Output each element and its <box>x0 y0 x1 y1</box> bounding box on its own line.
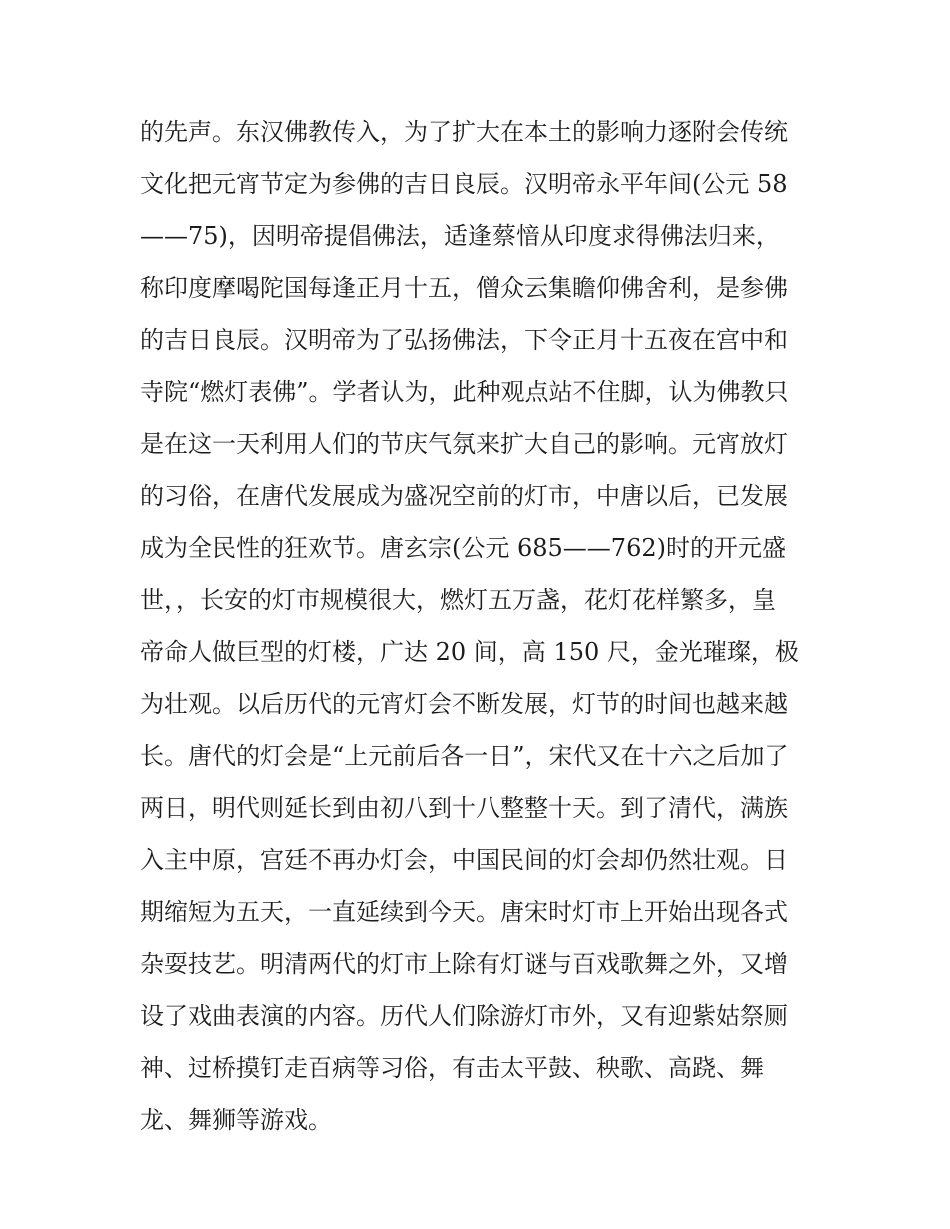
text-line: 龙、舞狮等游戏。 <box>140 1106 332 1134</box>
text-line: 称印度摩喝陀国每逢正月十五，僧众云集瞻仰佛舍利，是参佛 <box>140 274 788 302</box>
text-line: 的习俗，在唐代发展成为盛况空前的灯市，中唐以后，已发展 <box>140 482 788 510</box>
text-line: 杂耍技艺。明清两代的灯市上除有灯谜与百戏歌舞之外，又增 <box>140 950 788 978</box>
text-line: 两日，明代则延长到由初八到十八整整十天。到了清代，满族 <box>140 794 788 822</box>
text-line: 成为全民性的狂欢节。唐玄宗(公元 685——762)时的开元盛 <box>140 534 786 562</box>
text-line: 是在这一天利用人们的节庆气氛来扩大自己的影响。元宵放灯 <box>140 430 788 458</box>
text-line: 入主中原，宫廷不再办灯会，中国民间的灯会却仍然壮观。日 <box>140 846 788 874</box>
body-paragraph <box>140 106 830 1146</box>
text-line: 文化把元宵节定为参佛的吉日良辰。汉明帝永平年间(公元 58 <box>140 170 788 198</box>
text-line: ——75)，因明帝提倡佛法，适逢蔡愔从印度求得佛法归来， <box>140 222 780 250</box>
text-line: 世，，长安的灯市规模很大，燃灯五万盏，花灯花样繁多，皇 <box>140 586 776 614</box>
text-line: 寺院“燃灯表佛”。学者认为，此种观点站不住脚，认为佛教只 <box>140 378 789 406</box>
text-line: 期缩短为五天，一直延续到今天。唐宋时灯市上开始出现各式 <box>140 898 788 926</box>
text-line: 长。唐代的灯会是“上元前后各一日”，宋代又在十六之后加了 <box>140 742 789 770</box>
text-line: 帝命人做巨型的灯楼，广达 20 间，高 150 尺，金光璀璨，极 <box>140 638 799 666</box>
text-line: 的先声。东汉佛教传入，为了扩大在本土的影响力逐附会传统 <box>140 118 788 146</box>
text-line: 设了戏曲表演的内容。历代人们除游灯市外，又有迎紫姑祭厕 <box>140 1002 788 1030</box>
text-line: 神、过桥摸钉走百病等习俗，有击太平鼓、秧歌、高跷、舞 <box>140 1054 764 1082</box>
text-line: 为壮观。以后历代的元宵灯会不断发展，灯节的时间也越来越 <box>140 690 788 718</box>
text-line: 的吉日良辰。汉明帝为了弘扬佛法，下令正月十五夜在宫中和 <box>140 326 788 354</box>
